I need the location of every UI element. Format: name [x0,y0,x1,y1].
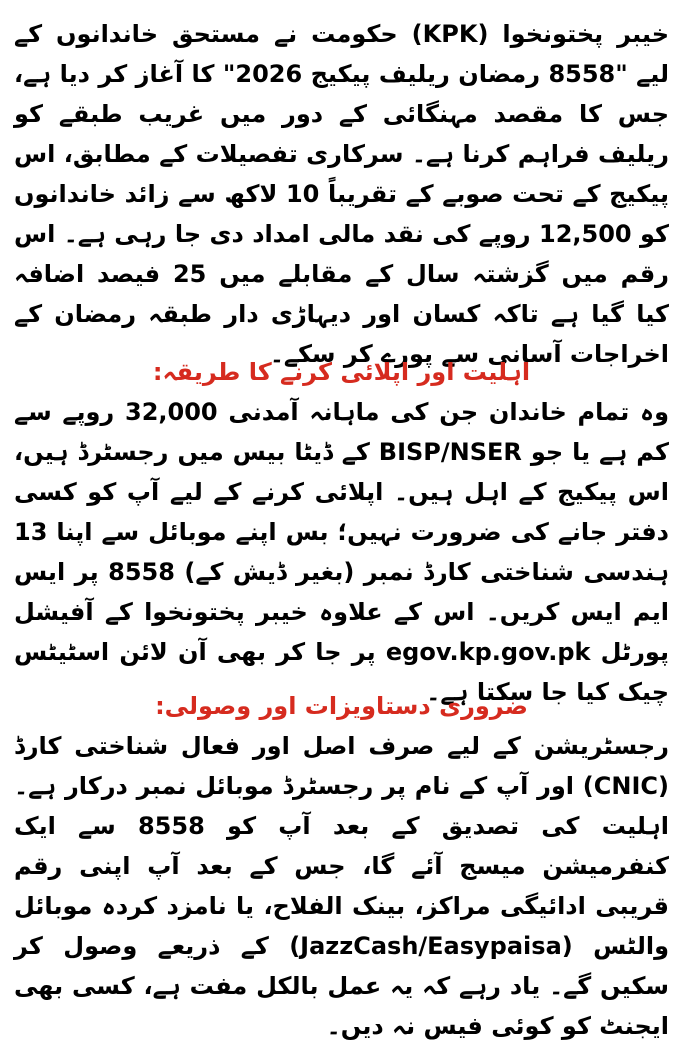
eligibility-paragraph: وہ تمام خاندان جن کی ماہانہ آمدنی 32,000 روپے سے کم ہے یا جو BISP/NSER کے ڈیٹا بیس میں رجسٹرڈ ہیں، اس پیکیج کے اہل ہیں۔ اپلائی کرنے کے لیے آپ کو کسی دفتر جانے کی ضرورت نہیں؛ بس اپنے موبائل سے اپنا 13 ہندسی شناختی کارڈ نمبر (بغیر ڈیش کے) 8558 پر ایس ایم ایس کریں۔ اس کے علاوہ خیبر پختونخوا کے آفیشل پورٹل egov.kp.gov.pk پر جا کر بھی آن لائن اسٹیٹس چیک کیا جا سکتا ہے۔ [14,398,670,706]
eligibility-heading: اہلیت اور اپلائی کرنے کا طریقہ: [152,358,531,386]
documents-heading: ضروری دستاویزات اور وصولی: [155,692,528,720]
intro-paragraph: خیبر پختونخوا (KPK) حکومت نے مستحق خاندانوں کے لیے "8558 رمضان ریلیف پیکیج 2026" کا آغاز کر دیا ہے، جس کا مقصد مہنگائی کے دور میں غریب طبقے کو ریلیف فراہم کرنا ہے۔ سرکاری تفصیلات کے مطابق، اس پیکیج کے تحت صوبے کے تقریباً 10 لاکھ سے زائد خاندانوں کو 12,500 روپے کی نقد مالی امداد دی جا رہی ہے۔ اس رقم میں گزشتہ سال کے مقابلے میں 25 فیصد اضافہ کیا گیا ہے تاکہ کسان اور دیہاڑی دار طبقہ رمضان کے اخراجات آسانی سے پورے کر سکے۔ [14,20,670,368]
documents-paragraph: رجسٹریشن کے لیے صرف اصل اور فعال شناختی کارڈ (CNIC) اور آپ کے نام پر رجسٹرڈ موبائل نمبر درکار ہے۔ اہلیت کی تصدیق کے بعد آپ کو 8558 سے ایک کنفرمیشن میسج آئے گا، جس کے بعد آپ اپنی رقم قریبی ادائیگی مراکز، بینک الفلاح، یا نامزد کردہ موبائل والٹس (JazzCash/Easypaisa) کے ذریعے وصول کر سکیں گے۔ یاد رہے کہ یہ عمل بالکل مفت ہے، کسی بھی ایجنٹ کو کوئی فیس نہ دیں۔ [14,732,670,1040]
